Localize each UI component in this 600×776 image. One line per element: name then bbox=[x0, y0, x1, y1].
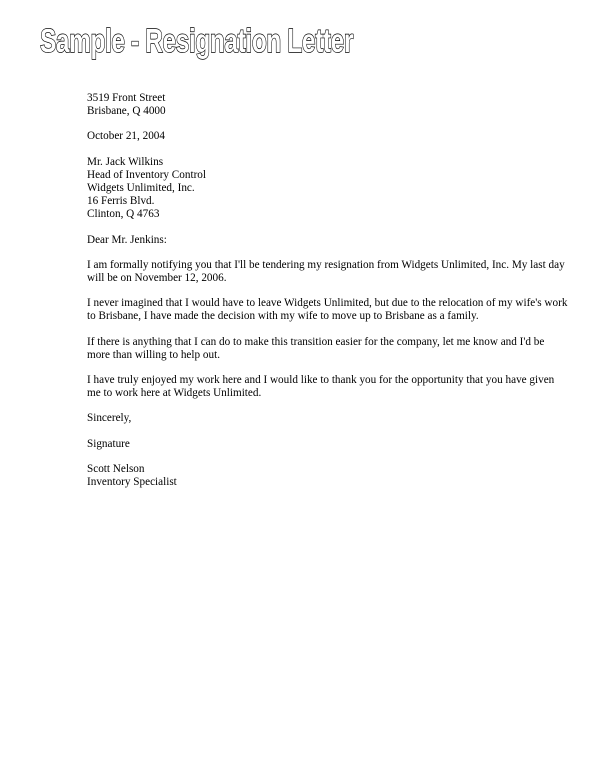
page-title: Sample - Resignation Letter bbox=[40, 22, 353, 59]
sender-address-line: 3519 Front Street bbox=[87, 92, 166, 104]
paragraph-line: I have truly enjoyed my work here and I would like to thank you for the opportunity that you have given bbox=[87, 374, 555, 387]
letter-date bbox=[87, 130, 527, 143]
recipient-line: Widgets Unlimited, Inc. bbox=[87, 182, 195, 195]
recipient-line: Clinton, Q 4763 bbox=[87, 208, 160, 221]
paragraph-3 bbox=[87, 335, 545, 362]
recipient-line: 16 Ferris Blvd. bbox=[87, 195, 155, 208]
letter-body bbox=[87, 92, 568, 501]
paragraph-4 bbox=[87, 374, 555, 400]
paragraph-1 bbox=[87, 258, 565, 285]
signer-name: Scott Nelson bbox=[87, 462, 145, 475]
paragraph-line: me to work here at Widgets Unlimited. bbox=[87, 387, 262, 400]
salutation bbox=[87, 234, 527, 247]
date-text: October 21, 2004 bbox=[87, 130, 165, 143]
paragraph-line: I never imagined that I would have to leave Widgets Unlimited, but due to the relocation of my wife's work bbox=[87, 297, 568, 310]
closing bbox=[87, 412, 527, 425]
signature-block bbox=[87, 438, 527, 451]
paragraph-line: If there is anything that I can do to make this transition easier for the company, let me know and I'd be bbox=[87, 335, 545, 348]
closing-text: Sincerely, bbox=[87, 412, 132, 425]
recipient-line: Head of Inventory Control bbox=[87, 168, 206, 181]
sender-address bbox=[87, 92, 527, 118]
signature-text: Signature bbox=[87, 437, 130, 450]
paragraph-line: will be on November 12, 2006. bbox=[87, 272, 227, 285]
paragraph-line: more than willing to help out. bbox=[87, 348, 220, 361]
recipient-line: Mr. Jack Wilkins bbox=[87, 155, 164, 168]
signer-title: Inventory Specialist bbox=[87, 476, 177, 489]
paragraph-line: to Brisbane, I have made the decision with my wife to move up to Brisbane as a family. bbox=[87, 310, 479, 323]
recipient-address bbox=[87, 156, 527, 222]
paragraph-2 bbox=[87, 297, 568, 323]
sender-address-line: Brisbane, Q 4000 bbox=[87, 105, 166, 118]
salutation-text: Dear Mr. Jenkins: bbox=[87, 233, 167, 246]
signer-info bbox=[87, 463, 527, 489]
paragraph-line: I am formally notifying you that I'll be tendering my resignation from Widgets Unlimited, Inc. My last day bbox=[87, 258, 565, 271]
